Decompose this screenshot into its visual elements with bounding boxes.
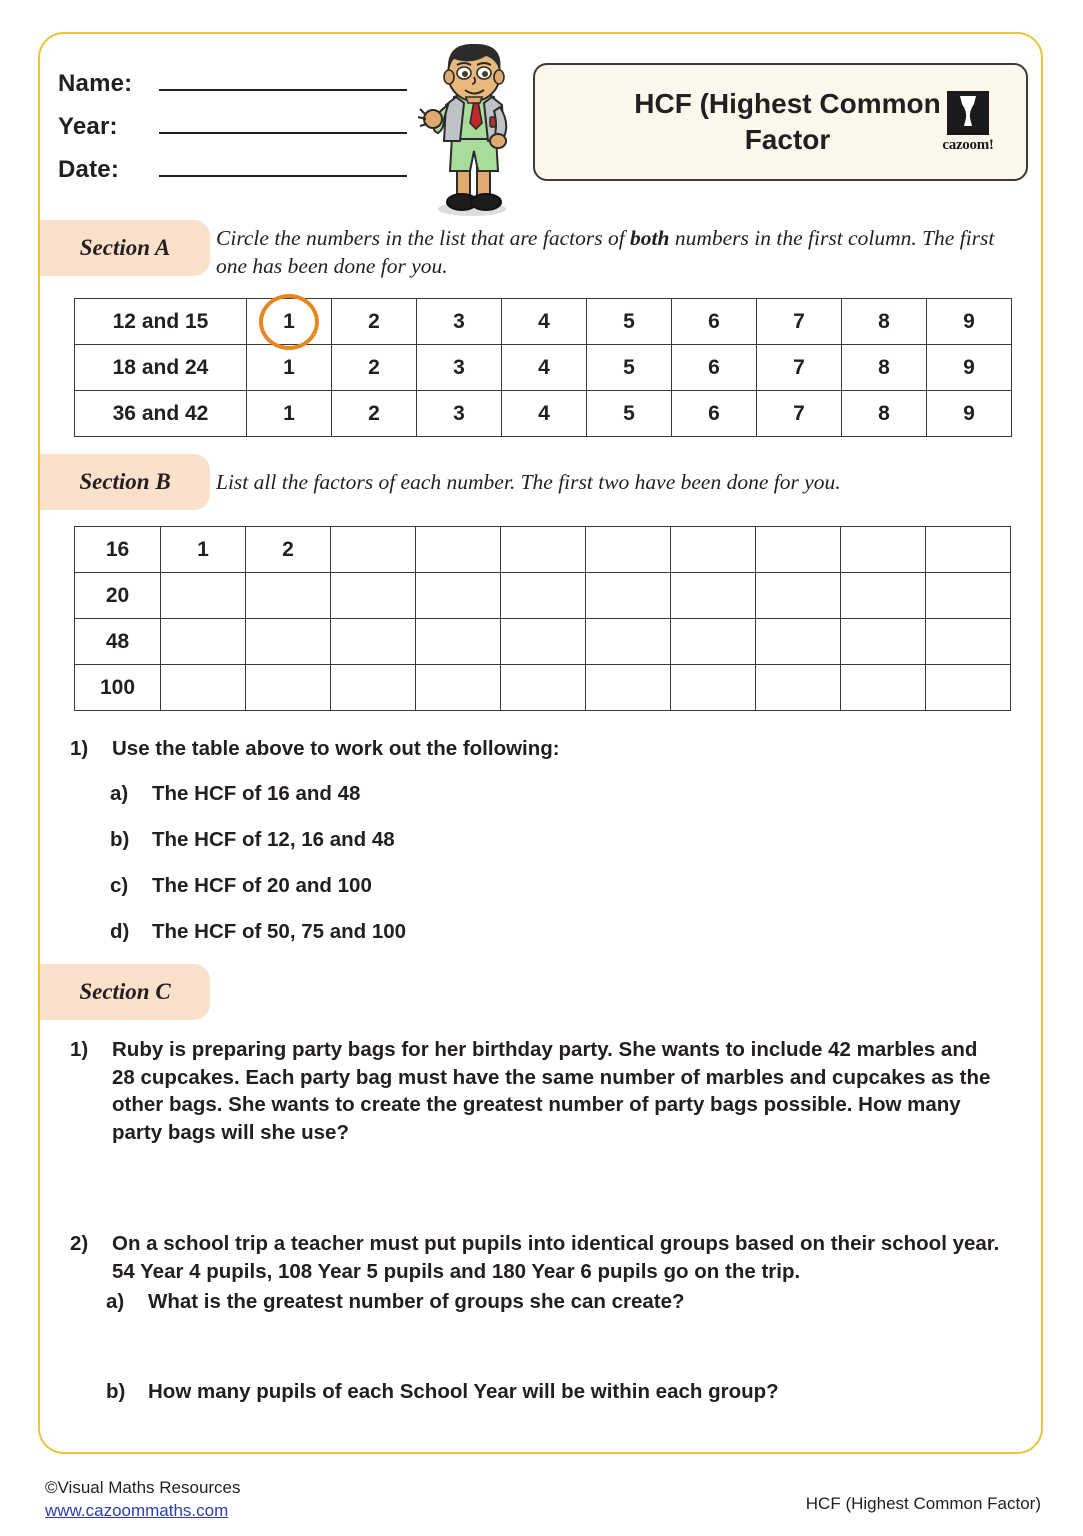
section-a-instruction-bold: both [630,226,670,250]
question-number: c) [110,874,129,897]
date-field-writing-line[interactable] [159,175,407,177]
question-text: The HCF of 20 and 100 [152,874,372,897]
section-b-answer-cell[interactable] [246,573,331,619]
section-a-number-cell[interactable]: 7 [757,391,842,437]
section-b-answer-cell[interactable] [246,619,331,665]
section-b-question-3 [110,826,1010,854]
section-a-number-cell[interactable]: 3 [417,391,502,437]
question-number: b) [110,828,130,851]
section-b-row-label: 48 [75,619,161,665]
section-b-disabled-cell [756,573,841,619]
section-b-answer-cell[interactable] [416,619,501,665]
section-b-tag: Section B [40,454,210,510]
section-b-answer-cell[interactable] [501,665,586,711]
section-a-number-cell[interactable]: 4 [502,391,587,437]
section-b-answer-cell[interactable] [671,619,756,665]
table-row [75,573,1011,619]
section-b-answer-cell[interactable] [331,665,416,711]
section-b-answer-cell[interactable] [841,665,926,711]
section-a-number-cell[interactable]: 8 [842,299,927,345]
table-row [75,345,1012,391]
section-a-number-cell[interactable]: 8 [842,345,927,391]
question-text: On a school trip a teacher must put pupils into identical groups based on their school year. 54 Year 4 pupils, 108 Year 5 pupils and 180 Year 6 pupils go on the trip. [112,1232,1000,1283]
section-b-answer-cell[interactable] [416,527,501,573]
cazoom-logo [928,91,1008,159]
section-c-question-2 [70,1230,1005,1285]
year-field-writing-line[interactable] [159,132,407,134]
name-field-writing-line[interactable] [159,89,407,91]
question-number: a) [110,782,129,805]
section-c-question-3 [106,1288,996,1316]
section-a-number-cell[interactable]: 7 [757,345,842,391]
schoolboy-mascot-icon [410,39,530,219]
section-b-answer-cell[interactable] [161,573,246,619]
section-b-row-label: 20 [75,573,161,619]
table-row [75,391,1012,437]
section-b-disabled-cell [756,527,841,573]
section-a-instruction-part1: Circle the numbers in the list that are factors of [216,226,631,250]
section-b-answer-cell[interactable] [416,573,501,619]
footer-copyright: ©Visual Maths Resources [45,1478,241,1497]
section-a-number-cell[interactable]: 6 [672,391,757,437]
question-text: Use the table above to work out the following: [112,737,560,760]
section-b-disabled-cell [926,527,1011,573]
section-b-answer-cell[interactable] [501,619,586,665]
section-b-disabled-cell [841,573,926,619]
table-row [75,665,1011,711]
section-c-question-4 [106,1378,996,1406]
question-number: 2) [70,1232,89,1255]
section-a-number-cell[interactable]: 4 [502,345,587,391]
table-row [75,299,1012,345]
section-a-number-cell[interactable]: 6 [672,299,757,345]
section-b-answer-cell[interactable] [841,619,926,665]
section-b-answer-cell[interactable] [501,573,586,619]
footer-website-link[interactable]: www.cazoommaths.com [45,1500,229,1520]
section-a-instruction-part2: numbers in the first column. The first one has been done for you. [216,226,995,279]
section-a-number-cell[interactable]: 2 [332,299,417,345]
name-field-label: Name: [58,70,133,97]
worksheet-title-box [533,63,1028,181]
question-text: The HCF of 16 and 48 [152,782,361,805]
cazoom-logo-mark-icon [947,91,989,135]
section-a-number-cell[interactable]: 9 [927,391,1012,437]
section-a-row-label: 18 and 24 [75,345,247,391]
section-b-question-2 [110,780,1010,808]
year-field-label: Year: [58,113,118,140]
circled-answer: 1 [283,309,295,333]
section-b-answer-cell[interactable] [586,573,671,619]
section-b-answer-cell[interactable] [926,619,1011,665]
section-a-number-cell[interactable]: 7 [757,299,842,345]
section-a-number-cell[interactable] [247,299,332,345]
section-b-answer-cell[interactable] [161,665,246,711]
section-b-question-1 [70,735,970,763]
section-b-answer-cell[interactable] [501,527,586,573]
section-b-answer-cell[interactable] [756,665,841,711]
section-b-answer-cell[interactable]: 2 [246,527,331,573]
section-a-number-cell[interactable]: 2 [332,391,417,437]
section-b-row-label: 100 [75,665,161,711]
question-text: The HCF of 12, 16 and 48 [152,828,395,851]
question-number: d) [110,920,130,943]
section-b-disabled-cell [926,665,1011,711]
section-b-answer-cell[interactable] [331,527,416,573]
footer-left [45,1477,241,1523]
question-text: The HCF of 50, 75 and 100 [152,920,407,943]
section-b-answer-cell[interactable] [331,619,416,665]
section-c-question-1 [70,1036,1005,1147]
section-a-tag: Section A [40,220,210,276]
section-b-disabled-cell [841,527,926,573]
footer-worksheet-name: HCF (Highest Common Factor) [805,1494,1041,1513]
section-b-disabled-cell [586,527,671,573]
section-a-number-cell[interactable]: 4 [502,299,587,345]
section-a-table[interactable] [74,298,1012,437]
section-b-answer-cell[interactable] [246,665,331,711]
section-b-answer-cell[interactable] [161,619,246,665]
worksheet-header [58,55,1028,205]
section-b-disabled-cell [671,527,756,573]
section-a-number-cell[interactable]: 2 [332,345,417,391]
table-row [75,527,1011,573]
question-number: 1) [70,737,89,760]
section-a-number-cell[interactable]: 1 [247,345,332,391]
section-b-answer-cell[interactable] [586,619,671,665]
section-b-instruction: List all the factors of each number. The first two have been done for you. [216,470,841,494]
section-a-number-cell[interactable]: 5 [587,299,672,345]
section-b-answer-cell[interactable] [671,665,756,711]
question-text: Ruby is preparing party bags for her birthday party. She wants to include 42 marbles and 28 cupcakes. Each party bag must have the same number of marbles and cupcakes as the other bags. She wants to create the greatest number of party bags possible. How many party bags will she use? [112,1038,991,1145]
question-text: What is the greatest number of groups she can create? [148,1290,685,1313]
section-a-number-cell[interactable]: 9 [927,299,1012,345]
section-a-row-label: 36 and 42 [75,391,247,437]
section-a-number-cell[interactable]: 3 [417,299,502,345]
section-b-row-label: 16 [75,527,161,573]
section-a-number-cell[interactable]: 1 [247,391,332,437]
section-b-table[interactable] [74,526,1011,711]
section-b-answer-cell[interactable] [331,573,416,619]
page-title: HCF (Highest Common Factor [634,88,941,155]
section-a-number-cell[interactable]: 5 [587,345,672,391]
table-row [75,619,1011,665]
section-a-number-cell[interactable]: 6 [672,345,757,391]
section-a-row-label: 12 and 15 [75,299,247,345]
section-b-disabled-cell [671,573,756,619]
section-b-question-5 [110,918,1010,946]
section-b-disabled-cell [926,573,1011,619]
date-field-label: Date: [58,156,120,183]
section-c-tag: Section C [40,964,210,1020]
question-text: How many pupils of each School Year will be within each group? [148,1380,779,1403]
section-b-answer-cell[interactable] [586,665,671,711]
section-b-answer-cell[interactable] [756,619,841,665]
section-a-number-cell[interactable]: 8 [842,391,927,437]
section-a-instruction [216,224,1016,281]
section-b-answer-cell[interactable]: 1 [161,527,246,573]
section-b-answer-cell[interactable] [416,665,501,711]
question-number: 1) [70,1038,89,1061]
section-b-question-4 [110,872,1010,900]
section-a-number-cell[interactable]: 5 [587,391,672,437]
section-a-number-cell[interactable]: 9 [927,345,1012,391]
question-number: a) [106,1290,125,1313]
section-a-number-cell[interactable]: 3 [417,345,502,391]
cazoom-logo-text: cazoom! [942,137,994,153]
question-number: b) [106,1380,126,1403]
